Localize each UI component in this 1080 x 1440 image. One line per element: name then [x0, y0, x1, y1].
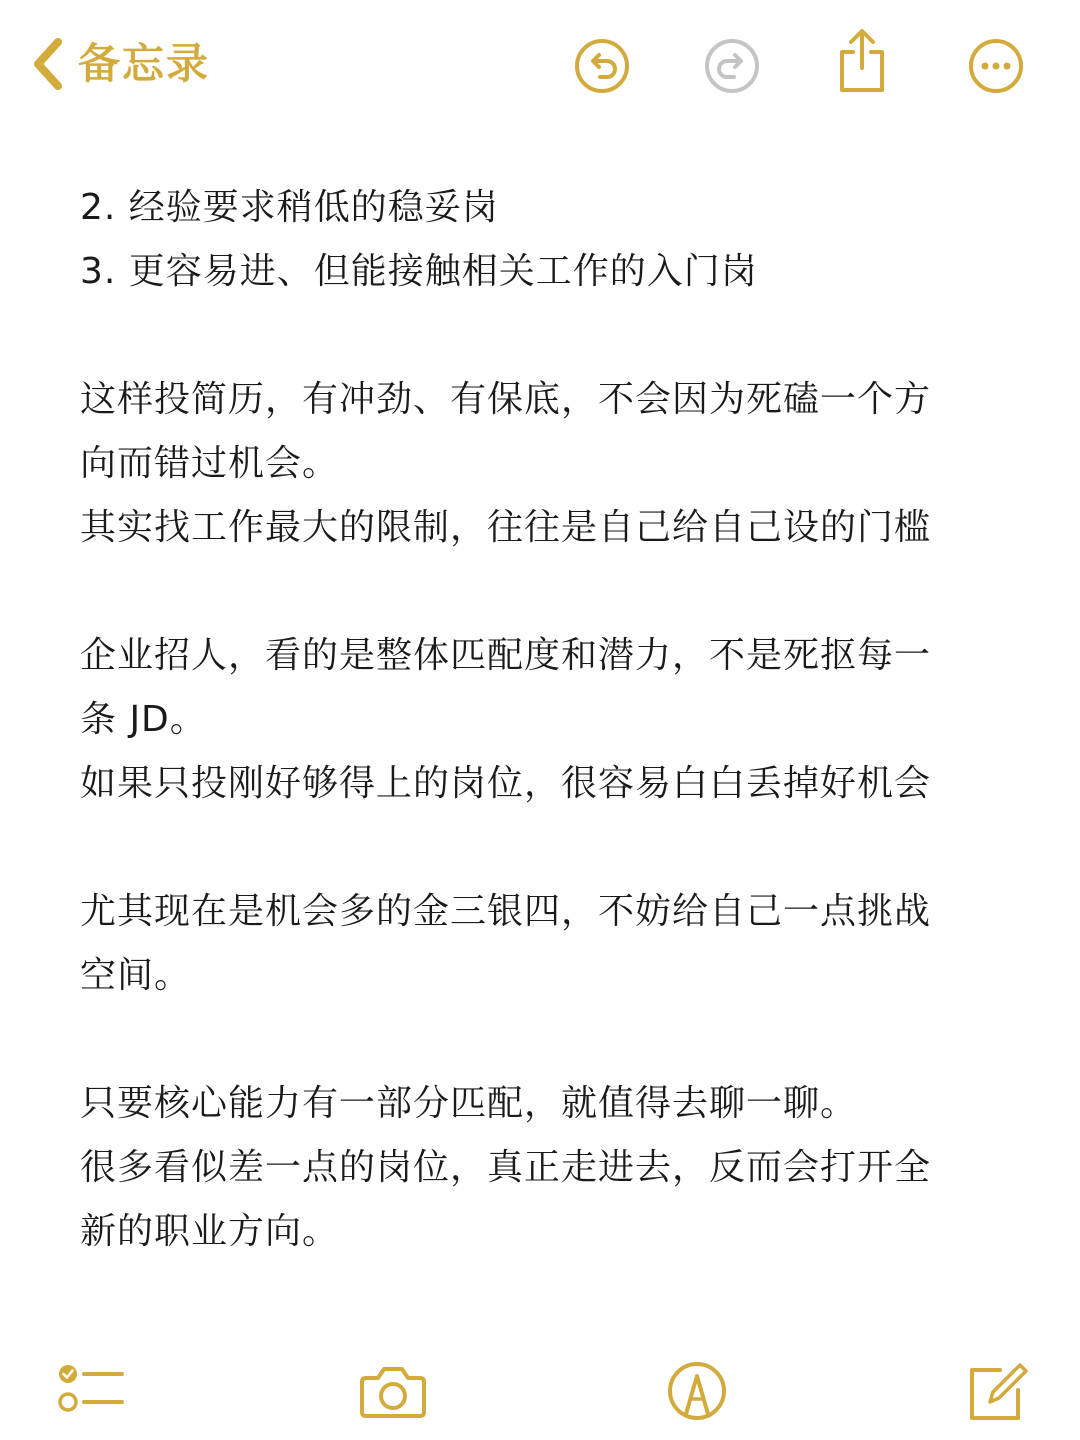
note-content[interactable]	[80, 176, 1000, 1264]
more-button[interactable]	[966, 36, 1026, 96]
undo-icon	[572, 36, 632, 96]
note-line: 尤其现在是机会多的金三银四，不妨给自己一点挑战	[80, 891, 932, 932]
redo-icon	[702, 36, 762, 96]
share-button[interactable]	[832, 26, 892, 96]
note-line: 3. 更容易进、但能接触相关工作的入门岗	[80, 251, 758, 292]
note-blank-line	[80, 1008, 1000, 1072]
checklist-button[interactable]	[56, 1356, 126, 1426]
back-button[interactable]	[28, 34, 210, 94]
markup-button[interactable]	[662, 1356, 732, 1426]
camera-icon	[358, 1356, 428, 1426]
camera-button[interactable]	[358, 1356, 428, 1426]
note-line: 很多看似差一点的岗位，真正走进去，反而会打开全	[80, 1147, 932, 1188]
undo-button[interactable]	[572, 36, 632, 96]
note-blank-line	[80, 304, 1000, 368]
back-label: 备忘录	[78, 39, 211, 88]
note-line: 企业招人，看的是整体匹配度和潜力，不是死抠每一	[80, 635, 932, 676]
more-icon	[966, 36, 1026, 96]
note-line: 新的职业方向。	[80, 1211, 340, 1252]
markup-pen-icon	[662, 1356, 732, 1426]
checklist-icon	[56, 1356, 126, 1426]
share-icon	[832, 26, 892, 96]
note-blank-line	[80, 560, 1000, 624]
note-line: 其实找工作最大的限制，往往是自己给自己设的门槛	[80, 507, 932, 548]
note-line: 如果只投刚好够得上的岗位，很容易白白丢掉好机会	[80, 763, 932, 804]
note-line: 向而错过机会。	[80, 443, 340, 484]
redo-button[interactable]	[702, 36, 762, 96]
back-chevron-icon	[28, 34, 68, 94]
note-line: 空间。	[80, 955, 192, 996]
note-blank-line	[80, 816, 1000, 880]
navigation-bar	[0, 0, 1080, 130]
compose-icon	[962, 1356, 1032, 1426]
bottom-toolbar	[0, 1340, 1080, 1440]
note-line: 条 JD。	[80, 699, 207, 740]
note-line: 2. 经验要求稍低的稳妥岗	[80, 187, 499, 228]
note-line: 只要核心能力有一部分匹配，就值得去聊一聊。	[80, 1083, 858, 1124]
note-line: 这样投简历，有冲劲、有保底，不会因为死磕一个方	[80, 379, 932, 420]
compose-button[interactable]	[962, 1356, 1032, 1426]
